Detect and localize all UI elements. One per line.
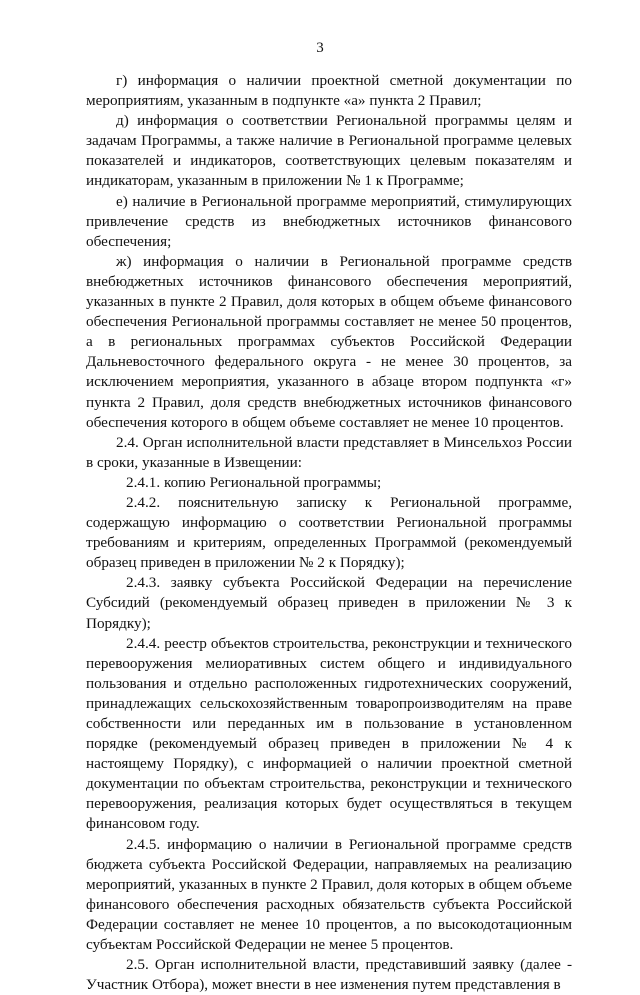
paragraph-2-4-1-program-copy: 2.4.1. копию Региональной программы; bbox=[126, 473, 382, 491]
paragraph-g-project-documentation: г) информация о наличии проектной сметной документации по мероприятиям, указанным в подпункте «а» пункта 2 Правил; bbox=[86, 72, 572, 110]
page-number: 3 bbox=[316, 40, 324, 56]
paragraph-2-4-3-subsidy-application: 2.4.3. заявку субъекта Российской Федерации на перечисление Субсидий (рекомендуемый образец приведен в приложении № 3 к Порядку); bbox=[86, 574, 572, 632]
paragraph-2-4-2-explanatory-note: 2.4.2. пояснительную записку к Региональной программе, содержащую информацию о соответствии Региональной программы требованиям и критериям, определенных Программой (рекомендуемый образец приведен в приложении № 2 к Порядку); bbox=[86, 493, 572, 572]
paragraph-2-4-4-objects-register: 2.4.4. реестр объектов строительства, реконструкции и технического перевооружения мелиоративных систем общего и индивидуального пользования и отдельно расположенных гидротехнических сооружений, принадлежащих сельскохозяйственным товаропроизводителям на праве собственности или переданных им в пользование в установленном порядке (рекомендуемый образец приведен в приложении № 4 к настоящему Порядку), с информацией о наличии проектной сметной документации по объектам строительства, реконструкции и технического перевооружения, реализация которых будет осуществляться в текущем финансовом году. bbox=[86, 634, 572, 833]
paragraph-2-4-submission: 2.4. Орган исполнительной власти представляет в Минсельхоз России в сроки, указанные в Извещении: bbox=[86, 433, 572, 471]
paragraph-2-5-application-changes: 2.5. Орган исполнительной власти, представивший заявку (далее - Участник Отбора), может внести в нее изменения путем представления в bbox=[86, 956, 572, 994]
paragraph-e-extrabudgetary-measures: е) наличие в Региональной программе мероприятий, стимулирующих привлечение средств из внебюджетных источников финансового обеспечения; bbox=[86, 192, 572, 250]
paragraph-2-4-5-regional-budget-share: 2.4.5. информацию о наличии в Региональной программе средств бюджета субъекта Российской Федерации, направляемых на реализацию мероприятий, указанных в пункте 2 Правил, доля которых в общем объеме финансового обеспечения расходных обязательств субъекта Российской Федерации составляет не менее 10 процентов, а по высокодотационным субъектам Российской Федерации не менее 5 процентов. bbox=[86, 835, 572, 954]
document-body bbox=[86, 71, 572, 995]
paragraph-d-program-compliance: д) информация о соответствии Региональной программы целям и задачам Программы, а также наличие в Региональной программе целевых показателей и индикаторов, соответствующих целевым показателям и индикаторам, указанным в приложении № 1 к Программе; bbox=[86, 112, 572, 190]
paragraph-zh-extrabudgetary-share: ж) информация о наличии в Региональной программе средств внебюджетных источников финансового обеспечения мероприятий, указанных в пункте 2 Правил, доля которых в общем объеме финансового обеспечения Региональной программы составляет не менее 50 процентов, а в региональных программах субъектов Российской Федерации Дальневосточного федерального округа - не менее 30 процентов, за исключением мероприятия, указанного в абзаце втором подпункта «г» пункта 2 Правил, доля средств внебюджетных источников финансового обеспечения которого в общем объеме составляет не менее 10 процентов. bbox=[86, 252, 572, 431]
